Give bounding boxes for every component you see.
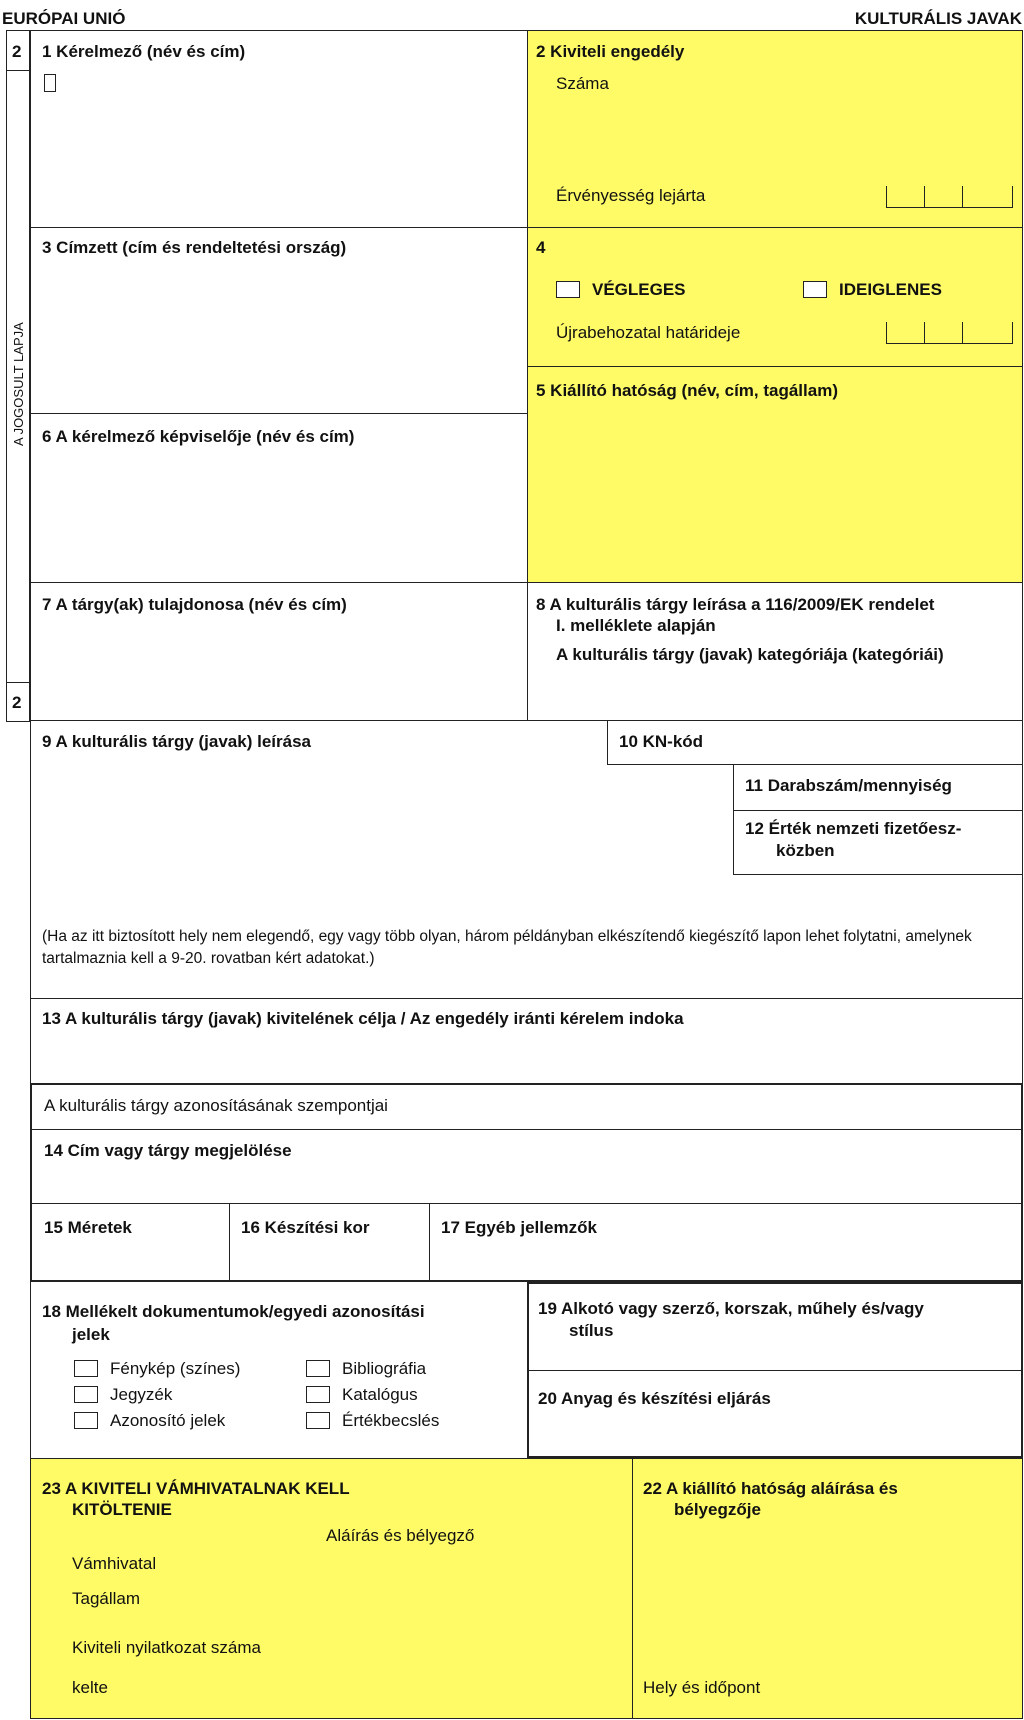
declaration-date-label: kelte	[72, 1678, 108, 1697]
final-label: VÉGLEGES	[592, 280, 686, 299]
field-20-label: 20 Anyag és készítési eljárás	[538, 1389, 771, 1408]
divider-15-16	[229, 1203, 230, 1282]
member-state-label: Tagállam	[72, 1589, 141, 1608]
field-8-line1: 8 A kulturális tárgy leírása a 116/2009/EK rendelet	[536, 595, 935, 614]
id-marks-checkbox[interactable]	[74, 1412, 98, 1429]
export-declaration-label: Kiviteli nyilatkozat száma	[72, 1638, 261, 1657]
field-22-line1: 22 A kiállító hatóság aláírása és	[643, 1479, 898, 1498]
final-checkbox[interactable]	[556, 281, 580, 298]
id-marks-label: Azonosító jelek	[110, 1411, 226, 1430]
identification-label: A kulturális tárgy azonosításának szempontjai	[44, 1096, 388, 1115]
list-checkbox[interactable]	[74, 1386, 98, 1403]
divider-main-vertical	[527, 30, 528, 720]
field-23-line1: 23 A KIVITELI VÁMHIVATALNAK KELL	[42, 1479, 350, 1498]
field-8-line3: A kulturális tárgy (javak) kategóriája (kategóriái)	[556, 645, 944, 664]
divider-11-12	[733, 810, 1023, 811]
divider-19-20	[527, 1370, 1023, 1371]
divider-ident-14	[30, 1129, 1023, 1130]
field-14-label: 14 Cím vagy tárgy megjelölése	[44, 1141, 292, 1160]
field-7-label: 7 A tárgy(ak) tulajdonosa (név és cím)	[42, 595, 347, 614]
divider-23-22	[632, 1458, 633, 1719]
customs-office-label: Vámhivatal	[72, 1554, 157, 1573]
reimport-date-input[interactable]	[886, 322, 1013, 344]
header-left: EURÓPAI UNIÓ	[2, 9, 126, 28]
divider-10-11	[607, 764, 1023, 765]
divider-1-3	[30, 227, 527, 228]
field-12-line1: 12 Érték nemzeti fizetőesz-	[745, 819, 962, 838]
list-label: Jegyzék	[110, 1385, 173, 1404]
bibliography-label: Bibliográfia	[342, 1359, 427, 1378]
divider-note-13	[30, 998, 1023, 999]
field-19-line1: 19 Alkotó vagy szerző, korszak, műhely és/vagy	[538, 1299, 924, 1318]
divider-3-6	[30, 413, 527, 414]
field-12-line2: közben	[776, 841, 835, 860]
catalogue-checkbox[interactable]	[306, 1386, 330, 1403]
header-right: KULTURÁLIS JAVAK	[854, 9, 1022, 28]
signature-stamp-label: Aláírás és bélyegző	[326, 1526, 475, 1545]
field-1-checkbox[interactable]	[44, 74, 56, 92]
margin-vertical-label: A JOGOSULT LAPJA	[11, 322, 26, 446]
field-8-line2: I. melléklete alapján	[556, 616, 716, 635]
field-13-label: 13 A kulturális tárgy (javak) kivitelének célja / Az engedély iránti kérelem indoka	[42, 1009, 684, 1028]
divider-11-12-left	[733, 764, 734, 874]
field-15-label: 15 Méretek	[44, 1218, 132, 1237]
field-5-label: 5 Kiállító hatóság (név, cím, tagállam)	[536, 381, 838, 400]
field-16-label: 16 Készítési kor	[241, 1218, 370, 1237]
expiry-date-input[interactable]	[886, 186, 1013, 208]
margin-number-top: 2	[12, 42, 22, 61]
field-2-expiry-label: Érvényesség lejárta	[556, 186, 706, 205]
reimport-deadline-label: Újrabehozatal határideje	[556, 323, 741, 342]
continuation-note: (Ha az itt biztosított hely nem elegendő, egy vagy több olyan, három példányban elkészítendő kiegészítő lapon lehet folytatni, amelynek tartalmaznia kell a 9-20. rovatban kért adatokat.)	[42, 928, 972, 967]
temporary-label: IDEIGLENES	[839, 280, 942, 299]
field-9-label: 9 A kulturális tárgy (javak) leírása	[42, 732, 311, 751]
place-date-label: Hely és időpont	[643, 1678, 761, 1697]
field-17-label: 17 Egyéb jellemzők	[441, 1218, 597, 1237]
photo-checkbox[interactable]	[74, 1360, 98, 1377]
photo-label: Fénykép (színes)	[110, 1359, 241, 1378]
field-3-label: 3 Címzett (cím és rendeltetési ország)	[42, 238, 347, 257]
catalogue-label: Katalógus	[342, 1385, 418, 1404]
margin-number-bottom: 2	[12, 693, 22, 712]
divider-2-4	[527, 227, 1023, 228]
divider-7-9	[30, 720, 1023, 721]
field-11-label: 11 Darabszám/mennyiség	[745, 776, 952, 795]
field-2-label: 2 Kiviteli engedély	[536, 42, 685, 61]
field-6-label: 6 A kérelmező képviselője (név és cím)	[42, 427, 355, 446]
field-4-number: 4	[536, 238, 546, 257]
field-10-label: 10 KN-kód	[619, 732, 704, 751]
divider-14-15	[30, 1203, 1023, 1204]
divider-9-10	[607, 720, 608, 764]
valuation-checkbox[interactable]	[306, 1412, 330, 1429]
temporary-checkbox[interactable]	[803, 281, 827, 298]
field-22-line2: bélyegzője	[674, 1500, 761, 1519]
divider-12-bottom	[733, 874, 1023, 875]
field-18-line1: 18 Mellékelt dokumentumok/egyedi azonosítási	[42, 1302, 425, 1321]
valuation-label: Értékbecslés	[342, 1411, 440, 1430]
divider-16-17	[429, 1203, 430, 1282]
bibliography-checkbox[interactable]	[306, 1360, 330, 1377]
divider-4-5	[527, 366, 1023, 367]
field-2-number-label: Száma	[556, 74, 609, 93]
field-18-line2: jelek	[72, 1325, 110, 1344]
divider-6-7	[30, 582, 1023, 583]
field-19-line2: stílus	[569, 1321, 614, 1340]
field-23-line2: KITÖLTENIE	[72, 1500, 172, 1519]
divider-18-23	[30, 1458, 1023, 1459]
field-1-label: 1 Kérelmező (név és cím)	[42, 42, 246, 61]
